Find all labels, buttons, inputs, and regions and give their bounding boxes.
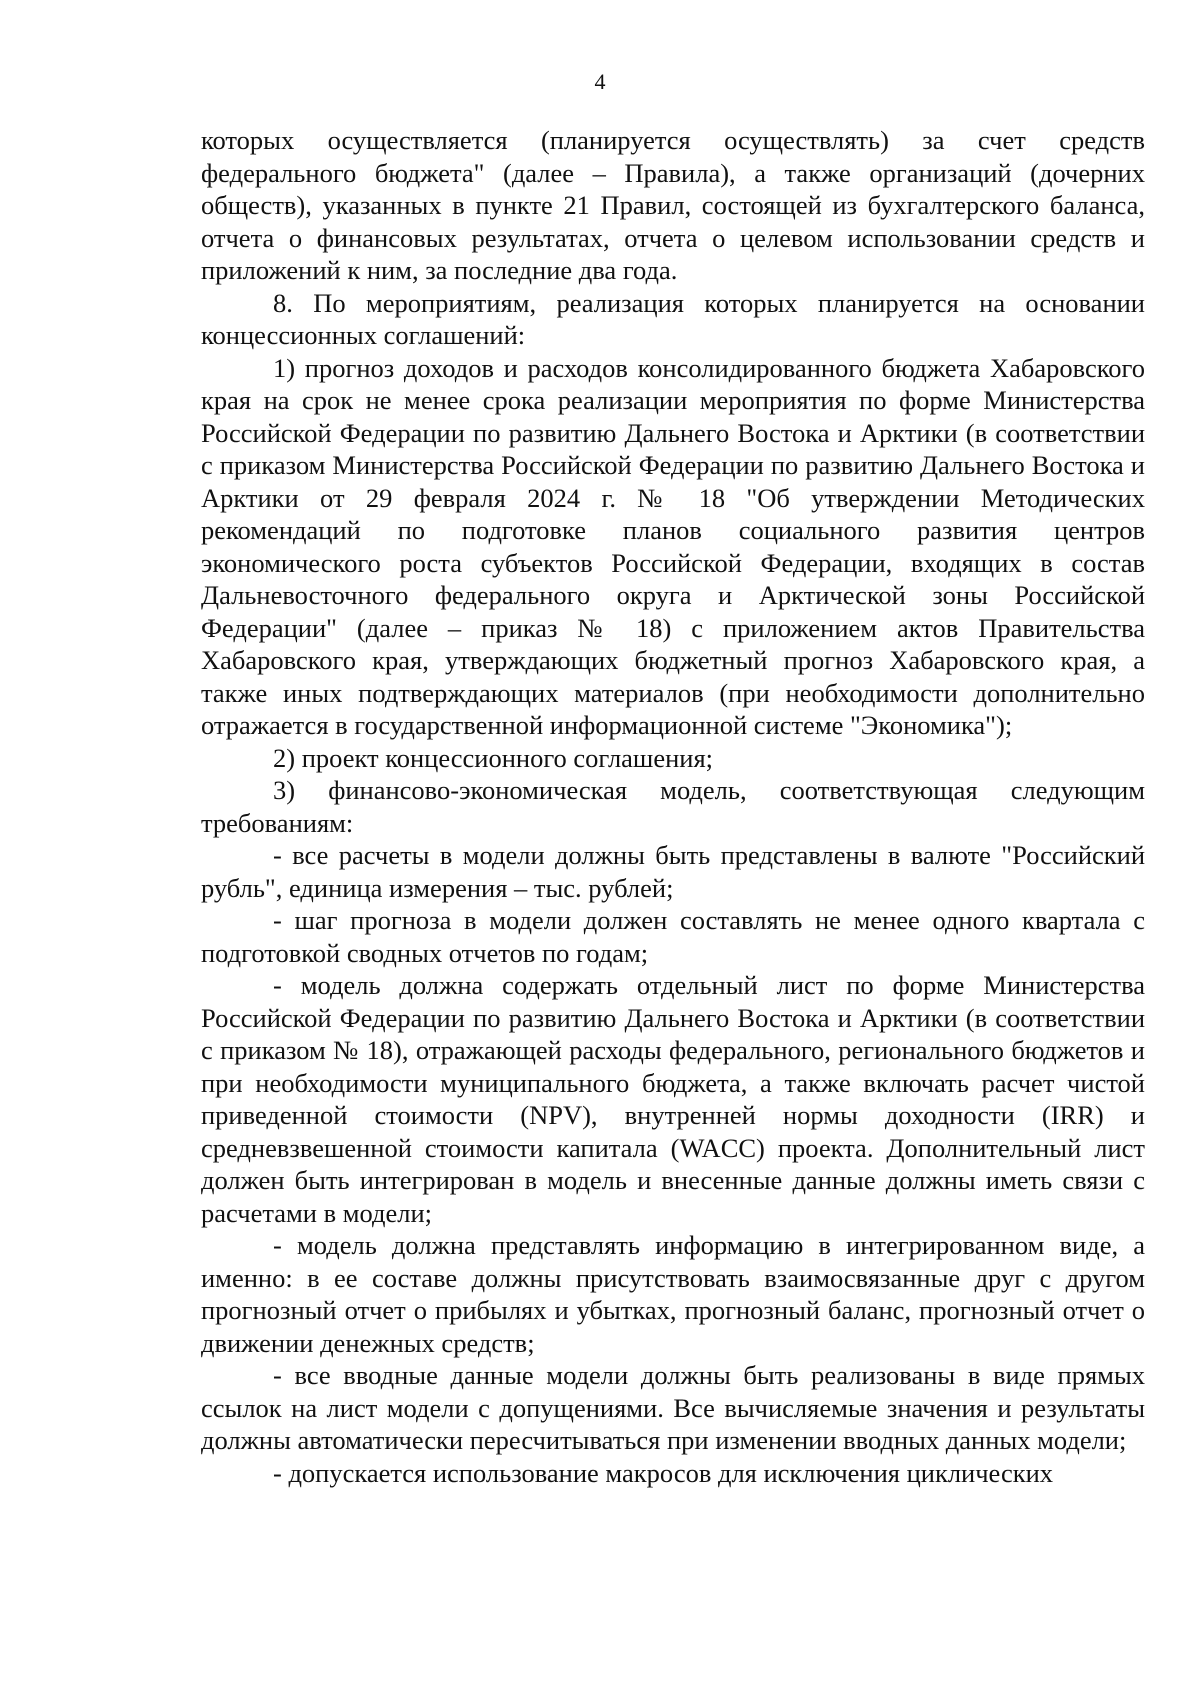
requirement-forecast-step: - шаг прогноза в модели должен составлять не менее одного квартала с подготовкой сводных отчетов по годам; bbox=[201, 905, 1145, 968]
page-number: 4 bbox=[594, 69, 606, 94]
paragraph-subitem-3: 3) финансово-экономическая модель, соответствующая следующим требованиям: bbox=[201, 775, 1145, 838]
paragraph-subitem-2: 2) проект концессионного соглашения; bbox=[273, 742, 714, 773]
requirement-input-links: - все вводные данные модели должны быть реализованы в виде прямых ссылок на лист модели с допущениями. Все вычисляемые значения и результаты должны автоматически пересчитываться при изменении вводных данных модели; bbox=[201, 1360, 1145, 1455]
requirement-currency: - все расчеты в модели должны быть представлены в валюте "Российский рубль", единица измерения – тыс. рублей; bbox=[201, 840, 1145, 903]
document-body bbox=[201, 124, 1145, 1489]
paragraph-continuation: которых осуществляется (планируется осуществлять) за счет средств федерального бюджета" (далее – Правила), а также организаций (дочерних обществ), указанных в пункте 21 Правил, состоящей из бухгалтерского баланса, отчета о финансовых результатах, отчета о целевом использовании средств и приложений к ним, за последние два года. bbox=[201, 125, 1145, 285]
paragraph-subitem-1: 1) прогноз доходов и расходов консолидированного бюджета Хабаровского края на срок не менее срока реализации мероприятия по форме Министерства Российской Федерации по развитию Дальнего Востока и Арктики (в соответствии с приказом Министерства Российской Федерации по развитию Дальнего Востока и Арктики от 29 февраля 2024 г. № 18 "Об утверждении Методических рекомендаций по подготовке планов социального развития центров экономического роста субъектов Российской Федерации, входящих в состав Дальневосточного федерального округа и Арктической зоны Российской Федерации" (далее – приказ № 18) с приложением актов Правительства Хабаровского края, утверждающих бюджетный прогноз Хабаровского края, а также иных подтверждающих материалов (при необходимости дополнительно отражается в государственной информационной системе "Экономика"); bbox=[201, 352, 1145, 740]
paragraph-item-8: 8. По мероприятиям, реализация которых планируется на основании концессионных соглашений: bbox=[201, 287, 1145, 350]
requirement-macros: - допускается использование макросов для исключения циклических bbox=[273, 1457, 1054, 1488]
requirement-separate-sheet: - модель должна содержать отдельный лист по форме Министерства Российской Федерации по развитию Дальнего Востока и Арктики (в соответствии с приказом № 18), отражающей расходы федерального, регионального бюджетов и при необходимости муниципального бюджета, а также включать расчет чистой приведенной стоимости (NPV), внутренней нормы доходности (IRR) и средневзвешенной стоимости капитала (WACC) проекта. Дополнительный лист должен быть интегрирован в модель и внесенные данные должны иметь связи с расчетами в модели; bbox=[201, 970, 1145, 1228]
requirement-integrated-view: - модель должна представлять информацию в интегрированном виде, а именно: в ее составе должны присутствовать взаимосвязанные друг с другом прогнозный отчет о прибылях и убытках, прогнозный баланс, прогнозный отчет о движении денежных средств; bbox=[201, 1230, 1145, 1358]
